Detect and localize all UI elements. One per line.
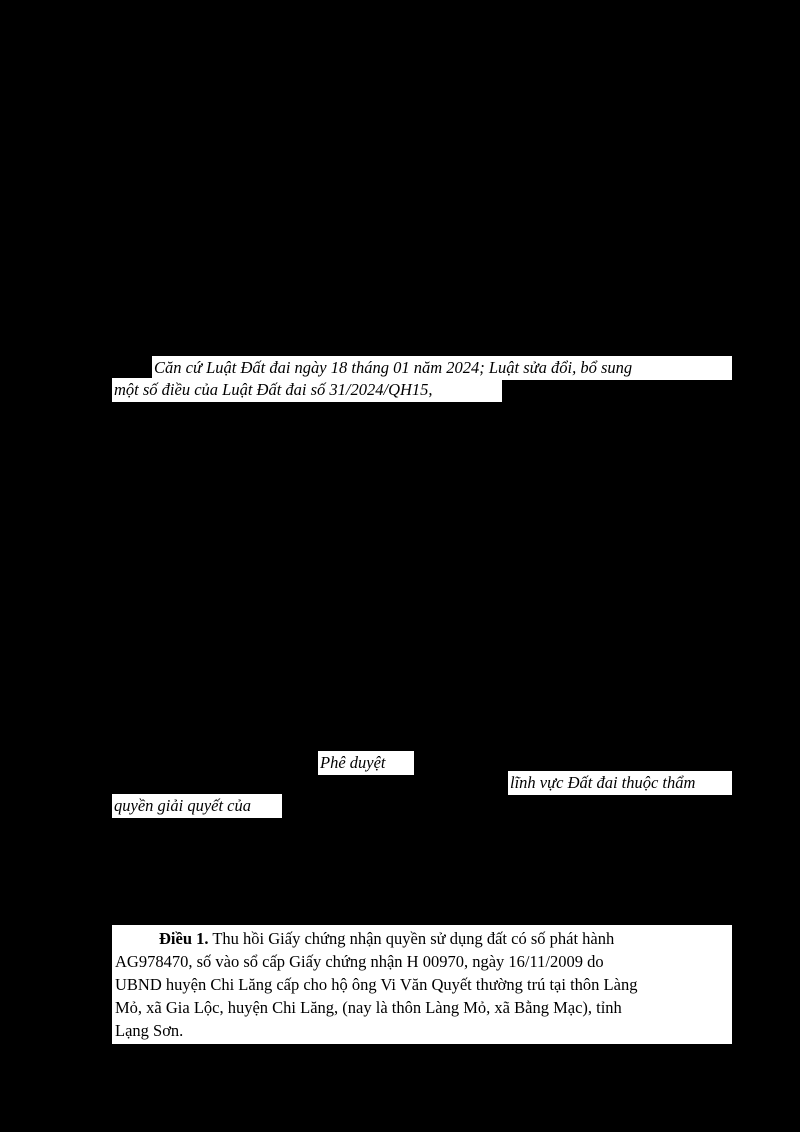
article-1-line-5-wrap [115, 1019, 729, 1042]
article-1-line-1: Thu hồi Giấy chứng nhận quyền sử dụng đất có số phát hành [212, 929, 615, 948]
authority-fragment: quyền giải quyết của [112, 794, 282, 818]
article-1-line-4: Mỏ, xã Gia Lộc, huyện Chi Lăng, (nay là thôn Làng Mỏ, xã Bằng Mạc), tỉnh [115, 998, 622, 1017]
approve-fragment: Phê duyệt [318, 751, 414, 775]
field-fragment: lĩnh vực Đất đai thuộc thẩm [508, 771, 732, 795]
article-1-line-4-wrap [115, 996, 729, 1019]
article-1-label: Điều 1. [159, 929, 209, 948]
article-1-first-line [115, 927, 729, 950]
article-1-line-3-wrap [115, 973, 729, 996]
legal-basis-line-2: một số điều của Luật Đất đai số 31/2024/QH15, [112, 378, 502, 402]
article-1-line-2: AG978470, số vào sổ cấp Giấy chứng nhận H 00970, ngày 16/11/2009 do [115, 952, 604, 971]
article-1-line-5: Lạng Sơn. [115, 1021, 184, 1040]
legal-basis-line-1: Căn cứ Luật Đất đai ngày 18 tháng 01 năm 2024; Luật sửa đổi, bổ sung [152, 356, 732, 380]
article-1-paragraph [112, 925, 732, 1044]
article-1-line-3: UBND huyện Chi Lăng cấp cho hộ ông Vi Văn Quyết thường trú tại thôn Làng [115, 975, 638, 994]
article-1-line-2-wrap [115, 950, 729, 973]
